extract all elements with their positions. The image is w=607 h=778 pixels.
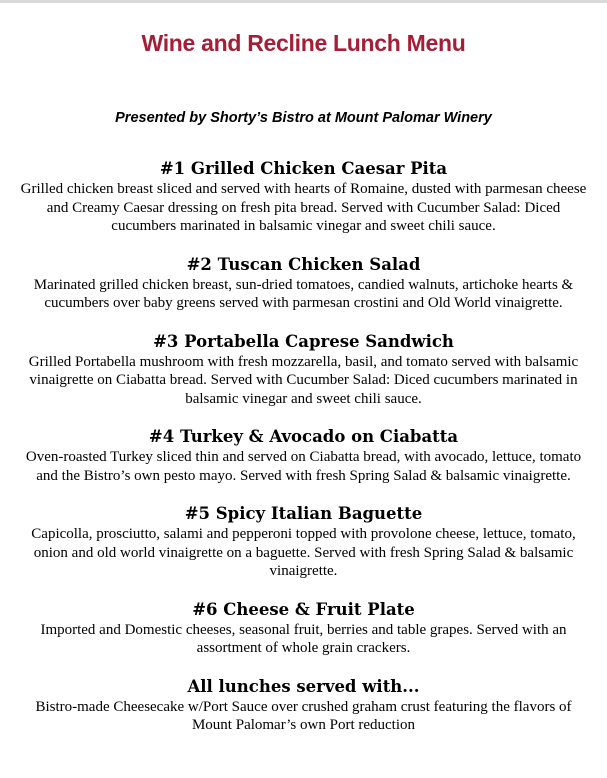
- page-subtitle: Presented by Shorty’s Bistro at Mount Palomar Winery: [115, 110, 492, 126]
- menu-item-description: Imported and Domestic cheeses, seasonal fruit, berries and table grapes. Served with an assortment of whole grain crackers.: [40, 621, 567, 656]
- menu-item: [0, 254, 607, 313]
- menu-item-name: #4 Turkey & Avocado on Ciabatta: [148, 427, 459, 446]
- menu-item: [0, 426, 607, 485]
- menu-item-description: Capicolla, prosciutto, salami and pepperoni topped with provolone cheese, lettuce, tomato, onion and old world vinaigrette on a baguette. Served with fresh Spring Salad & balsamic vinaigrette.: [31, 526, 576, 579]
- menu-item-description: Grilled chicken breast sliced and served with hearts of Romaine, dusted with parmesan cheese and Creamy Caesar dressing on fresh pita bread. Served with Cucumber Salad: Diced cucumbers marinated in balsamic vinegar and sweet chili sauce.: [20, 181, 587, 234]
- menu-item: [0, 599, 607, 658]
- menu-item: [0, 331, 607, 409]
- menu-item: [0, 503, 607, 581]
- menu-item-description: Grilled Portabella mushroom with fresh mozzarella, basil, and tomato served with balsamic vinaigrette on Ciabatta bread. Served with Cucumber Salad: Diced cucumbers marinated in balsamic vinegar and sweet chili sauce.: [28, 353, 579, 407]
- menu-item-description: Marinated grilled chicken breast, sun-dried tomatoes, candied walnuts, artichoke hearts & cucumbers over baby greens served with parmesan crostini and Old World vinaigrette.: [33, 276, 574, 311]
- menu-item: [0, 158, 607, 236]
- menu-item-name: #1 Grilled Chicken Caesar Pita: [159, 159, 448, 178]
- menu-item-description: Oven-roasted Turkey sliced thin and served on Ciabatta bread, with avocado, lettuce, tomato and the Bistro’s own pesto mayo. Served with fresh Spring Salad & balsamic vinaigrette.: [25, 449, 582, 484]
- menu-item-name: #6 Cheese & Fruit Plate: [192, 599, 415, 619]
- dessert-heading: All lunches served with...: [187, 676, 420, 696]
- dessert-section: [0, 676, 607, 735]
- menu-item-name: #5 Spicy Italian Baguette: [184, 504, 423, 523]
- menu-item-name: #2 Tuscan Chicken Salad: [186, 254, 421, 274]
- page-title: Wine and Recline Lunch Menu: [141, 30, 466, 56]
- top-divider: [0, 0, 607, 3]
- menu-item-name: #3 Portabella Caprese Sandwich: [153, 331, 454, 351]
- menu-list: [0, 158, 607, 753]
- dessert-description: Bistro-made Cheesecake w/Port Sauce over crushed graham crust featuring the flavors of Mount Palomar’s own Port reduction: [35, 698, 572, 733]
